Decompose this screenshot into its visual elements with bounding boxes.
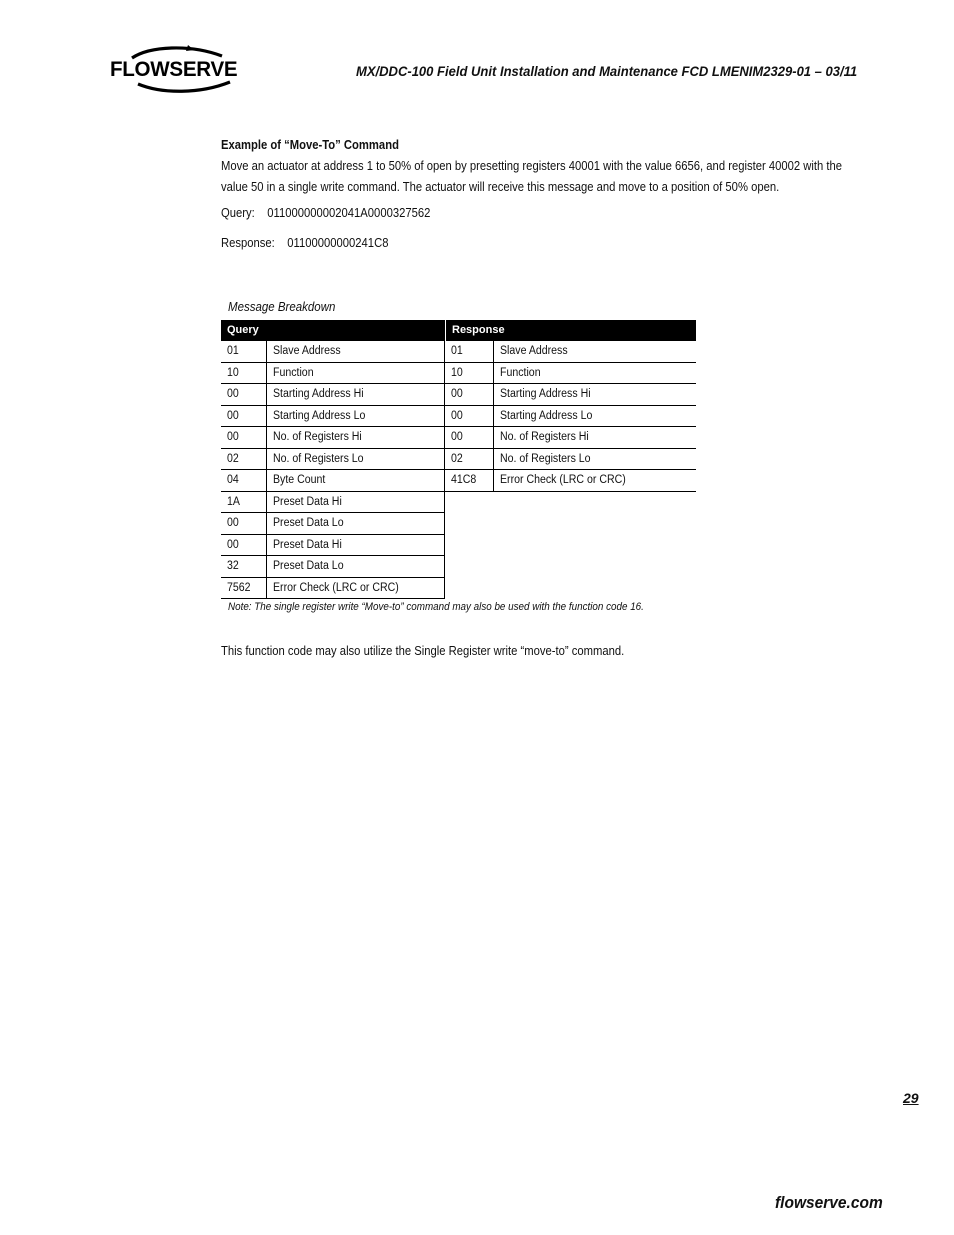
- hex-cell: [445, 427, 494, 448]
- description-value: Byte Count: [273, 474, 326, 486]
- table-row: [221, 363, 445, 385]
- table-caption: Message Breakdown: [228, 300, 336, 314]
- description-value: Error Check (LRC or CRC): [273, 581, 399, 594]
- hex-value: 41C8: [451, 474, 477, 486]
- query-value: 011000000002041A0000327562: [267, 206, 431, 221]
- hex-cell: [445, 341, 494, 362]
- page-number: 29: [903, 1090, 919, 1106]
- document-header-title: MX/DDC-100 Field Unit Installation and Maintenance FCD LMENIM2329-01 – 03/11: [356, 63, 858, 79]
- hex-value: 00: [451, 409, 463, 422]
- description-cell: [267, 449, 444, 470]
- hex-cell: [221, 449, 267, 470]
- query-line: [221, 206, 797, 220]
- description-value: Starting Address Lo: [500, 409, 593, 422]
- table-header-row: [221, 320, 696, 341]
- description-value: Preset Data Lo: [273, 517, 344, 529]
- table-row: [445, 449, 696, 471]
- table-row: [445, 470, 696, 492]
- table-row: [221, 449, 445, 471]
- response-line: [221, 236, 797, 250]
- hex-cell: [445, 363, 494, 384]
- hex-cell: [221, 384, 267, 405]
- hex-cell: [221, 470, 267, 491]
- hex-value: 00: [227, 431, 239, 443]
- footer-url: flowserve.com: [775, 1194, 883, 1212]
- query-label: Query:: [221, 206, 255, 221]
- description-cell: [267, 427, 444, 448]
- description-value: Preset Data Hi: [273, 495, 342, 508]
- table-row: [221, 556, 445, 578]
- hex-value: 01: [451, 345, 463, 357]
- hex-value: 02: [451, 452, 463, 465]
- description-value: Starting Address Hi: [500, 388, 591, 400]
- hex-cell: [221, 341, 267, 362]
- hex-value: 10: [451, 366, 463, 379]
- table-note: Note: The single register write “Move-to” command may also be used with the function code 16.: [228, 601, 644, 613]
- description-cell: [494, 427, 696, 448]
- table-row: [445, 406, 696, 428]
- hex-cell: [445, 470, 494, 491]
- table-row: [221, 470, 445, 492]
- table-row: [445, 384, 696, 406]
- hex-value: 00: [227, 388, 239, 400]
- table-row: [221, 578, 445, 600]
- hex-cell: [445, 384, 494, 405]
- hex-value: 00: [227, 517, 239, 529]
- description-cell: [494, 470, 696, 491]
- table-row: [221, 406, 445, 428]
- description-cell: [267, 384, 444, 405]
- table-row: [445, 341, 696, 363]
- section-heading: Example of “Move-To” Command: [221, 138, 399, 152]
- description-cell: [267, 470, 444, 491]
- description-cell: [267, 578, 444, 599]
- description-value: No. of Registers Hi: [273, 431, 362, 443]
- description-cell: [267, 513, 444, 534]
- hex-cell: [445, 449, 494, 470]
- hex-cell: [221, 513, 267, 534]
- hex-value: 00: [227, 538, 239, 551]
- response-value: 01100000000241C8: [287, 236, 389, 251]
- hex-value: 01: [227, 345, 239, 357]
- description-value: No. of Registers Lo: [500, 452, 591, 465]
- description-value: No. of Registers Hi: [500, 431, 589, 443]
- description-value: No. of Registers Lo: [273, 452, 364, 465]
- hex-cell: [221, 406, 267, 427]
- query-column: [221, 341, 445, 599]
- description-cell: [267, 406, 444, 427]
- hex-cell: [445, 406, 494, 427]
- main-content: [221, 138, 861, 250]
- query-column-header: Query: [221, 320, 445, 341]
- description-value: Error Check (LRC or CRC): [500, 474, 626, 486]
- hex-value: 1A: [227, 495, 240, 508]
- description-value: Function: [500, 366, 541, 379]
- section-paragraph: Move an actuator at address 1 to 50% of open by presetting registers 40001 with the value 6656, and register 40002 with the value 50 in a single write command. The actuator will receive this message and move to a position of 50% open.: [221, 159, 843, 194]
- description-cell: [494, 384, 696, 405]
- hex-value: 00: [227, 409, 239, 422]
- table-row: [221, 513, 445, 535]
- description-cell: [494, 449, 696, 470]
- hex-value: 00: [451, 388, 463, 400]
- message-breakdown-table: [221, 320, 696, 599]
- logo-text: FLOWSERVE: [110, 58, 238, 81]
- hex-value: 04: [227, 474, 239, 486]
- hex-cell: [221, 578, 267, 599]
- hex-cell: [221, 427, 267, 448]
- description-value: Starting Address Hi: [273, 388, 364, 400]
- description-value: Starting Address Lo: [273, 409, 366, 422]
- table-row: [221, 535, 445, 557]
- hex-value: 7562: [227, 581, 251, 594]
- hex-value: 02: [227, 452, 239, 465]
- description-cell: [267, 492, 444, 513]
- hex-value: 10: [227, 366, 239, 379]
- table-row: [221, 427, 445, 449]
- table-row: [221, 384, 445, 406]
- response-column-header: Response: [445, 320, 696, 341]
- description-value: Preset Data Hi: [273, 538, 342, 551]
- table-row: [445, 363, 696, 385]
- table-row: [221, 492, 445, 514]
- table-row: [221, 341, 445, 363]
- description-cell: [494, 363, 696, 384]
- description-cell: [267, 535, 444, 556]
- description-value: Function: [273, 366, 314, 379]
- hex-cell: [221, 556, 267, 577]
- response-column: [445, 341, 696, 599]
- flowserve-logo: [110, 44, 250, 96]
- hex-cell: [221, 535, 267, 556]
- hex-cell: [221, 363, 267, 384]
- description-cell: [267, 363, 444, 384]
- description-value: Slave Address: [273, 345, 341, 357]
- description-cell: [267, 341, 444, 362]
- hex-cell: [221, 492, 267, 513]
- description-cell: [494, 406, 696, 427]
- table-row: [445, 427, 696, 449]
- description-cell: [494, 341, 696, 362]
- description-cell: [267, 556, 444, 577]
- hex-value: 00: [451, 431, 463, 443]
- description-value: Preset Data Lo: [273, 560, 344, 572]
- closing-paragraph: This function code may also utilize the Single Register write “move-to” command.: [221, 644, 625, 658]
- response-label: Response:: [221, 236, 275, 251]
- hex-value: 32: [227, 560, 239, 572]
- description-value: Slave Address: [500, 345, 568, 357]
